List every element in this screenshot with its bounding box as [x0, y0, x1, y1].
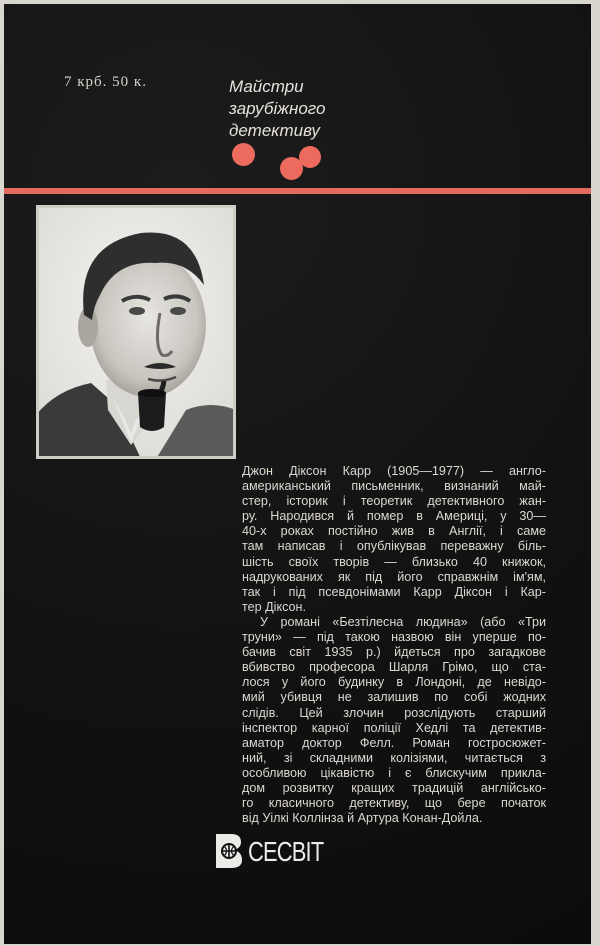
bio-line: слідів. Цей злочин розслідують старший: [242, 705, 546, 720]
bio-line: лося у його будинку в Лондоні, де невідо-: [242, 675, 546, 690]
bio-line: там написав і опублікував переважну біль-: [242, 539, 546, 554]
bio-line: го класичного детективу, що бере початок: [242, 796, 546, 811]
vsesvit-logo-icon: [214, 832, 244, 870]
bio-line: стер, історик і теоретик детективного жан-: [242, 494, 546, 509]
bio-line: аматор доктор Фелл. Роман гостросюжет-: [242, 735, 546, 750]
bio-line: Джон Діксон Карр (1905—1977) — англо-: [242, 464, 546, 478]
bio-line: інспектор карної поліції Хедлі та детектив-: [242, 720, 546, 735]
series-dot-icon: [299, 146, 321, 168]
bio-paragraph-novel: [242, 615, 546, 826]
bio-line: шість своїх творів — близько 40 книжок,: [242, 554, 546, 569]
bio-line: бачив світ 1935 р.) йдеться про загадкове: [242, 645, 546, 660]
author-biography: [242, 464, 546, 826]
bio-line: У романі «Безтілесна людина» (або «Три: [260, 614, 546, 629]
series-title: [229, 76, 325, 142]
bio-line: 40-х роках постійно жив в Англії, і саме: [242, 524, 546, 539]
publisher-name: СЕСВІТ: [248, 836, 324, 867]
bio-line: особливою цікавістю і є блискучим прикла-: [242, 765, 546, 780]
author-portrait-icon: [36, 205, 236, 459]
bio-line: мий убивця не залишив по собі жодних: [242, 690, 546, 705]
series-title-line: зарубіжного: [229, 99, 326, 118]
bio-line: так і під псевдонімами Карр Діксон і Кар-: [242, 584, 546, 599]
bio-line: тер Діксон.: [242, 599, 307, 614]
bio-line: труни» — під такою назвою він уперше по-: [242, 630, 546, 645]
price-label: 7 крб. 50 к.: [64, 74, 147, 90]
series-title-line: Майстри: [229, 77, 304, 96]
series-dot-icon: [232, 143, 255, 166]
publisher-logo: [214, 832, 354, 872]
bio-line: вбивство професора Шарля Грімо, що ста-: [242, 660, 546, 675]
divider-line: [4, 188, 591, 194]
bio-line: ний, зі складними колізіями, читається з: [242, 750, 546, 765]
series-title-line: детективу: [229, 121, 320, 140]
author-portrait: [36, 205, 236, 459]
bio-line: ру. Народився й помер в Америці, у 30—: [242, 509, 546, 524]
bio-line: надрукованих як під його справжнім ім'ям,: [242, 569, 546, 584]
book-back-cover: [4, 4, 591, 944]
bio-paragraph-author: [242, 464, 546, 615]
bio-line: американський письменник, визнаний май-: [242, 479, 546, 494]
bio-line: від Уілкі Коллінза й Артура Конан-Дойла.: [242, 811, 483, 826]
bio-line: дом розвитку кращих традицій англійсько-: [242, 780, 546, 795]
